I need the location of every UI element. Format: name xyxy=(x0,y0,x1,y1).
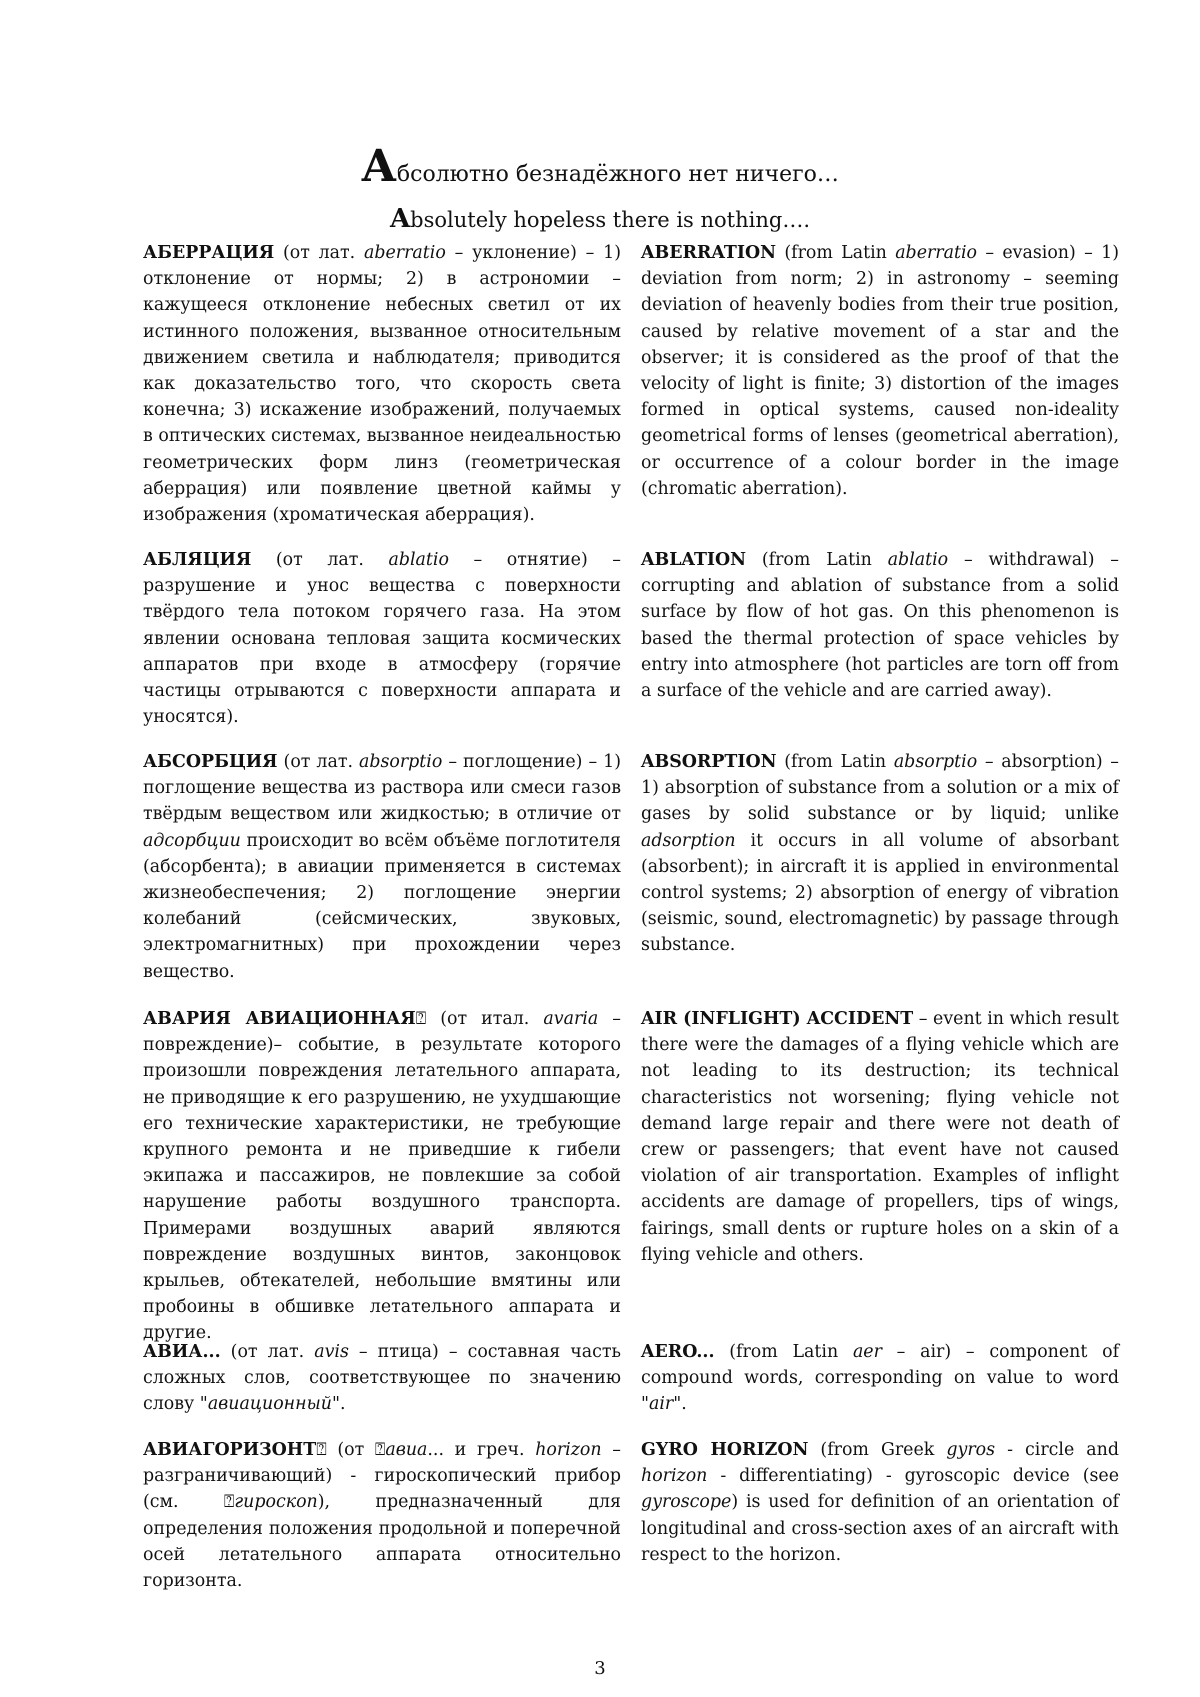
entry-en-aberration xyxy=(641,240,1119,502)
entry-text: – поглощение) – 1) поглощение вещества из раствора или смеси газов твёрдым веществом или жидкостью; в отличие от xyxy=(143,752,621,825)
entry-text: (от лат. xyxy=(274,243,364,263)
entry-text: происходит во всём объёме поглотителя (абсорбента); в авиации применяется в системах жизнеобеспечения; 2) поглощение энергии колебаний (сейсмических, звуковых, электромагнитных) при прохождении через вещество. xyxy=(143,830,621,982)
term-ru-gyro-horizon: АВИАГОРИЗОНТ xyxy=(143,1440,317,1460)
term-en-aero: AERO... xyxy=(641,1342,715,1362)
entry-ru-ablation xyxy=(143,547,621,730)
entry-text: (от лат. xyxy=(251,550,389,570)
entry-text: – evasion) – 1) deviation from norm; 2) in astronomy – seeming deviation of heavenly bodies from their true position, caused by relative movement of a star and the observer; it is considered as the proof of that the velocity of light is finite; 3) distortion of the images formed in optical systems, caused non-ideality geometrical forms of lenses (geometrical aberration), or occurrence of a colour border in the image (chromatic aberration). xyxy=(641,243,1120,499)
term-en-air-accident: AIR (INFLIGHT) ACCIDENT xyxy=(641,1009,914,1029)
entry-text: ... и греч. xyxy=(427,1440,536,1460)
entry-italic: ablatio xyxy=(388,550,449,570)
entry-text: – withdrawal) – corrupting and ablation of substance from a solid surface by flow of hot gas. On this phenomenon is based the thermal protection of space vehicles by entry into atmosphere (hot particles are torn off from a surface of the vehicle and are carried away). xyxy=(641,550,1120,702)
epigraph-russian xyxy=(0,141,1200,192)
entry-text: – отнятие) – разрушение и унос вещества с поверхности твёрдого тела потоком горячего газа. На этом явлении основана тепловая защита космических аппаратов при входе в атмосферу (горячие частицы отрываются с поверхности аппарата и уносятся). xyxy=(143,550,621,728)
entry-text: – уклонение) – 1) отклонение от нормы; 2) в астрономии – кажущееся отклонение небесных светил от их истинного положения, вызванное относительным движением светила и наблюдателя; приводится как доказательство того, что скорость света конечна; 3) искажение изображений, получаемых в оптических системах, вызванное неидеальностью геометрических форм линз (геометрическая аберрация) или появление цветной каймы у изображения (хроматическая аберрация). xyxy=(143,243,621,526)
entry-en-absorption xyxy=(641,749,1119,959)
entry-en-air-accident xyxy=(641,1006,1119,1268)
entry-text: – event in which result there were the damages of a flying vehicle which are not leading to its destruction; its technical characteristics not worsening; flying vehicle not demand large repair and there were not death of crew or passengers; that event have not caused violation of air transportation. Examples of inflight accidents are damage of propellers, tips of wings, fairings, small dents or rupture holes on a skin of a flying vehicle and others. xyxy=(641,1009,1119,1265)
page-number: 3 xyxy=(594,1658,606,1679)
entry-en-gyro-horizon xyxy=(641,1437,1119,1568)
entry-italic: aer xyxy=(852,1342,882,1362)
entry-text: ". xyxy=(673,1394,687,1415)
entry-text: (from Latin xyxy=(714,1342,853,1362)
entry-en-aero xyxy=(641,1339,1119,1418)
entry-text: (от итал. xyxy=(426,1009,544,1029)
epigraph-english-text: bsolutely hopeless there is nothing…. xyxy=(410,208,811,232)
missing-glyph-icon: ⍰ xyxy=(223,1492,235,1513)
missing-glyph-icon: ⍰ xyxy=(415,1009,427,1029)
entry-text: (from Greek xyxy=(808,1440,947,1460)
entry-italic: adsorption xyxy=(641,830,736,851)
term-ru-ablation: АБЛЯЦИЯ xyxy=(143,550,252,570)
entry-text: – повреждение)– событие, в результате которого произошли повреждения летательного аппарата, не приводящие к его разрушению, не ухудшающие его технические характеристики, не требующие крупного ремонта и не приведшие к гибели экипажа и пассажиров, не повлекшие за собой нарушение работы воздушного транспорта. Примерами воздушных аварий являются повреждение воздушных винтов, законцовок крыльев, обтекателей, небольшие вмятины или пробоины в обшивке летательного аппарата и другие. xyxy=(143,1009,621,1344)
entry-text: – absorption) – 1) absorption of substance from a solution or a mix of gases by solid substance or by liquid; unlike xyxy=(641,752,1120,825)
entry-en-ablation xyxy=(641,547,1119,704)
entry-text: ) is used for definition of an orientation of longitudinal and cross-section axes of an aircraft with respect to the horizon. xyxy=(641,1492,1119,1565)
entry-text: (от xyxy=(326,1440,375,1460)
entry-text: – разграничивающий) - гироскопический прибор (см. xyxy=(143,1440,621,1513)
term-en-absorption: ABSORPTION xyxy=(641,752,777,772)
missing-glyph-icon: ⍰ xyxy=(374,1440,386,1460)
entry-italic: ablatio xyxy=(887,550,949,570)
entry-italic: horizon xyxy=(535,1440,602,1460)
entry-text: ". xyxy=(331,1394,346,1415)
term-en-ablation: ABLATION xyxy=(641,550,747,570)
term-ru-air-accident: АВАРИЯ АВИАЦИОННАЯ xyxy=(143,1009,416,1029)
entry-text: – птица) – составная часть сложных слов, соответствующее по значению слову " xyxy=(143,1342,621,1415)
entry-text: (от лат. xyxy=(220,1342,315,1362)
epigraph-russian-text: бсолютно безнадёжного нет ничего… xyxy=(396,162,839,187)
entry-italic: авиационный xyxy=(207,1394,332,1415)
entry-italic: авиа xyxy=(385,1440,428,1460)
entry-ru-aero xyxy=(143,1339,621,1418)
term-en-gyro-horizon: GYRO HORIZON xyxy=(641,1440,809,1460)
entry-ru-absorption xyxy=(143,749,621,985)
entry-ru-gyro-horizon xyxy=(143,1437,621,1594)
entry-italic: absorptio xyxy=(358,752,443,772)
epigraph-english xyxy=(0,206,1200,232)
entry-italic: гироскоп xyxy=(234,1492,318,1513)
term-ru-aberration: АБЕРРАЦИЯ xyxy=(143,243,275,263)
entry-clip-gyro-horizon xyxy=(0,1437,1200,1592)
entry-italic: адсорбции xyxy=(143,830,241,851)
entry-italic: absorptio xyxy=(893,752,978,772)
entry-text: (от лат. xyxy=(277,752,359,772)
entry-text: (from Latin xyxy=(746,550,888,570)
term-en-aberration: ABERRATION xyxy=(641,243,777,263)
entry-text: - circle and xyxy=(995,1440,1119,1460)
epigraph-english-initial: A xyxy=(389,204,411,234)
missing-glyph-icon: ⍰ xyxy=(316,1440,327,1460)
entry-italic: aberratio xyxy=(895,243,977,263)
entry-text: – air) – component of compound words, corresponding on value to word " xyxy=(641,1342,1120,1415)
entry-italic: avaria xyxy=(543,1009,599,1029)
entry-italic: avis xyxy=(314,1342,349,1362)
entry-italic: aberratio xyxy=(364,243,446,263)
entry-italic: gyros xyxy=(946,1440,996,1460)
entry-text: - differentiating) - gyroscopic device (see xyxy=(707,1466,1119,1487)
entry-ru-aberration xyxy=(143,240,621,528)
term-ru-aero: АВИА... xyxy=(143,1342,221,1362)
entry-ru-air-accident xyxy=(143,1006,621,1347)
term-ru-absorption: АБСОРБЦИЯ xyxy=(143,752,278,772)
entry-text: (from Latin xyxy=(776,752,894,772)
epigraph-russian-initial: А xyxy=(361,141,397,192)
entry-text: it occurs in all volume of absorbant (absorbent); in aircraft it is applied in environmental control systems; 2) absorption of energy of vibration (seismic, sound, electromagnetic) by passage through substance. xyxy=(641,830,1119,956)
entry-text: (from Latin xyxy=(776,243,896,263)
entry-text: ), предназначенный для определения положения продольной и поперечной осей летательного аппарата относительно горизонта. xyxy=(143,1492,621,1592)
entry-italic: air xyxy=(649,1394,674,1415)
entry-italic: horizon xyxy=(641,1466,708,1487)
entry-italic: gyroscope xyxy=(641,1492,732,1513)
